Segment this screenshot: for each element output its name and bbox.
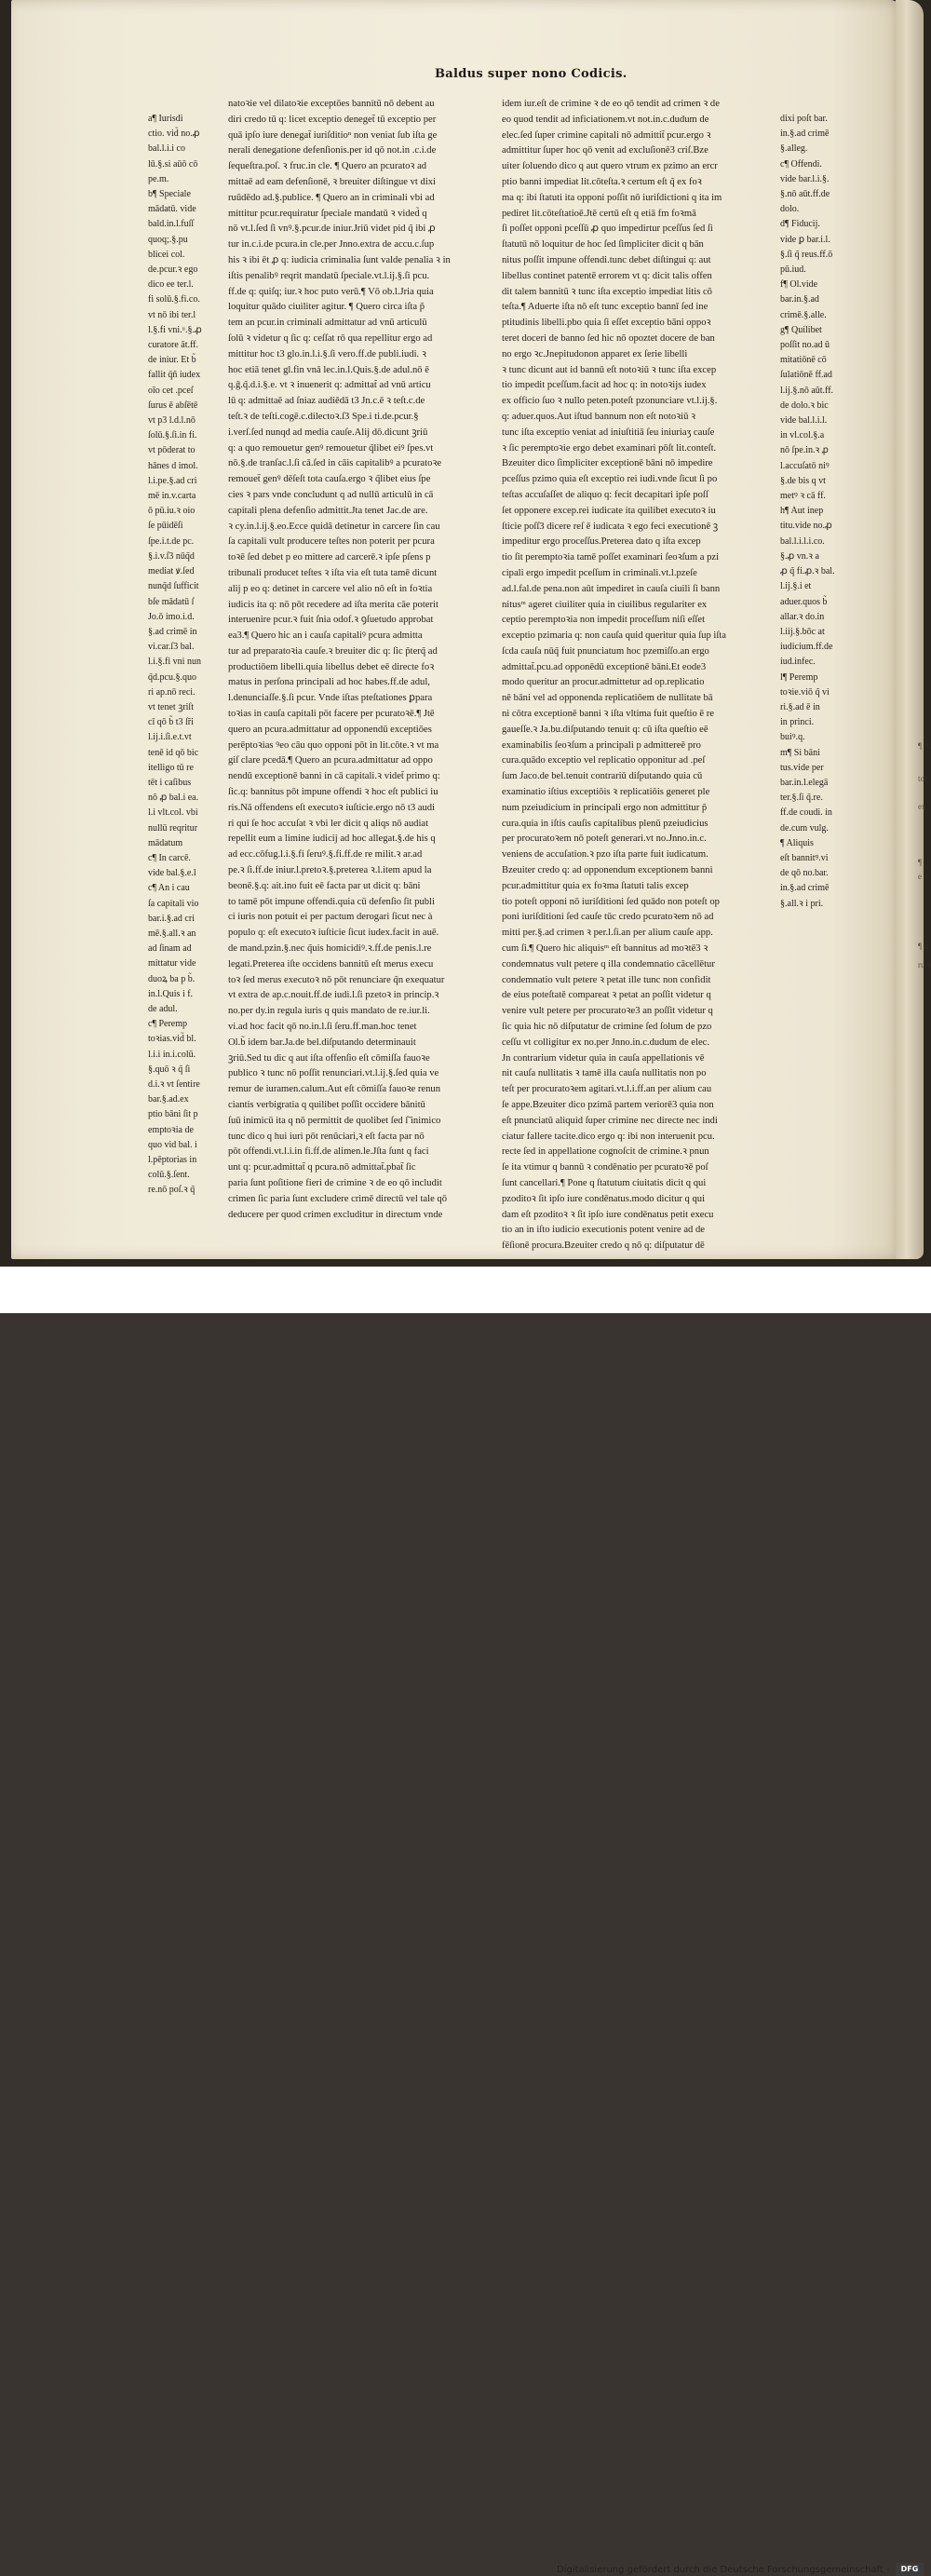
- text-line: Bzeuiter dico ſimpliciter exceptionē bāni nō impedire: [502, 458, 713, 469]
- text-line: teſta.¶ Aduerte iſta nō eſt tunc exceptio bannī ſed ine: [502, 302, 708, 313]
- text-line: titu.vide no.ꝓ: [780, 521, 832, 532]
- text-line: ſe appe.Bzeuiter dico pzimā partem veriorē3 quia non: [502, 1100, 714, 1110]
- text-line: pū.iud.: [780, 264, 806, 276]
- text-line: mittitur pcur.requiratur ſpeciale mandatū ꝛ vided̃ q: [228, 208, 427, 219]
- text-line: nō ſpe.in.ꝛ ꝓ: [780, 445, 829, 456]
- text-line: metꝰ ꝛ cā ff.: [780, 491, 826, 502]
- text-line: l.ij.i.ſi.e.t.vt: [148, 732, 192, 743]
- bleed-fragment: ¶: [918, 858, 923, 867]
- bleed-fragment: tor: [918, 774, 927, 783]
- text-line: ꝛ cy.in.l.ij.§.eo.Ecce quidā detinetur in carcere ſin cau: [228, 521, 440, 532]
- text-line: condemnatus vult petere q illa condemnatio cācellētur: [502, 958, 715, 969]
- text-line: vt extra de ap.c.nouit.ff.de iudi.l.ſi pzetoꝛ in princip.ꝛ: [228, 990, 439, 1001]
- text-line: de eius poteſtatē compareat ꝛ petat an poſſit videtur q: [502, 990, 711, 1001]
- text-line: pe.m.: [148, 173, 169, 184]
- text-line: tur in.c.i.de pcura.in cle.per Jnno.extra de accu.c.ſup: [228, 239, 435, 251]
- text-line: c¶ An i cau: [148, 883, 190, 894]
- text-line: q̃d.pcu.§.quo: [148, 671, 196, 683]
- text-line: ſe pūidēſi: [148, 521, 183, 532]
- text-line: ptio banni impediat lit.cōteſta.ꝛ certum eſt q̃ ex foꝛ: [502, 176, 702, 187]
- text-line: l.ij.§.nō aūt.ff.: [780, 385, 834, 396]
- text-line: c¶ Offendi.: [780, 158, 822, 169]
- text-line: mediat ꝟ.ſed: [148, 566, 195, 577]
- text-line: ruūdēdo ad.§.publice. ¶ Quero an in criminali vbi ad: [228, 192, 435, 203]
- text-line: de dolo.ꝛ bic: [780, 400, 829, 411]
- text-line: ter.§.ſi q̃.re.: [780, 793, 823, 804]
- text-line: mē.§.all.ꝛ an: [148, 928, 196, 939]
- text-line: tus.vide per: [780, 762, 824, 773]
- text-line: ſet opponere excep.rei iudicate ita quilibet executoꝛ iu: [502, 505, 716, 516]
- text-line: capitali plena defenſio admittit.Jta tenet Jac.de are.: [228, 505, 428, 516]
- text-line: ſolū.§.ſi.in fi.: [148, 430, 197, 441]
- text-line: ma q: ibi ſtatuti ita opponi poſſit nō iuriſdictioni q ita im: [502, 192, 722, 203]
- text-line: in.l.Quis i f.: [148, 988, 194, 999]
- text-line: crimē.§.alle.: [780, 309, 827, 320]
- text-line: §.ſi q̃ reus.ff.ō: [780, 249, 833, 260]
- text-line: nendū exceptionē banni in cā capitali.ꝛ videt̃ primo q:: [228, 771, 440, 782]
- text-line: ri qui ſe hoc accuſat ꝛ vbi ler dicit q aliqs nō audiat: [228, 818, 429, 829]
- text-line: vide bar.l.i.§.: [780, 173, 830, 184]
- text-line: ſa capitali vult producere teſtes non poterit per pcura: [228, 536, 435, 548]
- text-line: ad ecc.cōfug.l.i.§.fi ſeruꝰ.§.fi.ff.de re milit.ꝛ ar.ad: [228, 849, 423, 861]
- text-line: de iniur. Et b̃: [148, 355, 196, 366]
- text-line: vt pōderat to: [148, 445, 196, 456]
- text-line: toꝛias in cauſa capitali pōt facere per pcuratoꝛē.¶ Jtē: [228, 709, 435, 720]
- text-line: vide bal.§.e.l: [148, 868, 196, 879]
- text-line: vide ꝑ bar.i.l.: [780, 234, 830, 245]
- text-line: ff.de coudi. in: [780, 807, 832, 819]
- text-line: hānes d imol.: [148, 460, 198, 471]
- text-line: toꝛias.vid̃ bl.: [148, 1034, 196, 1045]
- text-line: ſequeſtra.poſ. ꝛ fruc.in cle. ¶ Quero an pcuratoꝛ ad: [228, 161, 427, 172]
- text-line: cura.quādo exceptio vel replicatio opponitur ad .peſ: [502, 755, 706, 766]
- footer-bar: [0, 1267, 931, 2575]
- text-line: vide bal.l.i.l.: [780, 415, 828, 427]
- text-line: tēt i caſibus: [148, 777, 192, 788]
- text-line: ꝛ ſic peremptoꝛie ergo debet examinari pōſt lit.conteſt.: [502, 442, 717, 454]
- text-line: nullū reqritur: [148, 822, 198, 834]
- text-line: cipali ergo impedit pceſſum in criminali.vt.l.pzeſe: [502, 567, 697, 578]
- text-line: q.ḡ.q̃.d.i.§.e. vt ꝛ inuenerit q: admittat̃ ad vnū articu: [228, 380, 431, 391]
- text-line: cum ſi.¶ Quero hic aliquisᵐ eſt bannitus ad moꝛtē3 ꝛ: [502, 943, 708, 955]
- text-line: ſe ita vtimur q bannū ꝛ condēnatio per pcuratoꝛē poſ: [502, 1162, 708, 1173]
- text-line: bal.l.i.i co: [148, 143, 185, 155]
- text-line: ptitudinis libelli.pbo quia ſi eſſet exceptio bāni oppoꝛ: [502, 318, 711, 329]
- text-line: venire vult petere per procuratoꝛe3 an poſſit videtur q: [502, 1006, 713, 1017]
- text-line: bar.in.l.elegā: [780, 777, 829, 788]
- text-line: iud.infec.: [780, 657, 816, 668]
- text-line: q: a quo remouetur genꝰ remouetur q̃libet eiꝰ ſpes.vt: [228, 442, 434, 454]
- text-line: fallit q̄ñ iudex: [148, 370, 201, 381]
- text-line: §.ad crimē in: [148, 626, 197, 637]
- text-line: deducere per quod crimen excluditur in directum vnde: [228, 1209, 443, 1220]
- text-line: tunc dico q hui iuri pōt renūciari,ꝛ eſt facta par nō: [228, 1131, 425, 1142]
- text-line: pcur.admittitur quia ex foꝛma ſtatuti talis excep: [502, 880, 689, 891]
- text-line: ciantis verbigratia q quilibet poſſit occidere bānitū: [228, 1100, 425, 1110]
- text-line: cī qō b̃ t3 ſ̃ri: [148, 717, 194, 728]
- text-line: tio an in iſto iudicio executionis potent venire ad de: [502, 1225, 705, 1236]
- text-line: ſa capitali vio: [148, 898, 199, 909]
- text-line: productiōem libelli.quia libellus debet eē directe foꝛ: [228, 661, 435, 672]
- text-line: §.alleg.: [780, 143, 808, 155]
- text-line: uiter ſoluendo dico q aut quero vtrum ex pzimo an ercr: [502, 161, 718, 172]
- next-page-edge: [896, 0, 924, 1259]
- text-line: tenē id qō bic: [148, 747, 199, 758]
- text-line: l.i.pe.§.ad cri: [148, 475, 197, 486]
- text-line: §.ꝓ vn.ꝛ a: [780, 550, 819, 562]
- text-line: nerali denegatione defenſionis.per id qō not.in .c.i.de: [228, 145, 437, 156]
- text-line: Ol.b̃ idem bar.Ja.de bel.diſputando determinauit: [228, 1037, 416, 1048]
- book-spread: [0, 0, 931, 1267]
- text-line: mādatū. vide: [148, 204, 196, 215]
- text-line: Bzeuiter credo q: ad opponendum exceptionem banni: [502, 865, 713, 876]
- text-line: nō vt.l.ſed ſi vnꝰ.§.pcur.de iniur.Jriū videt pid q̃ ibi ꝓ: [228, 224, 436, 235]
- text-line: d¶ Fiducij.: [780, 219, 820, 230]
- text-line: ſolū ꝛ videtur q ſic q: ceſſat rō qua repellitur ergo ad: [228, 332, 433, 344]
- text-line: tio impedit pceſſum.facit ad hoc q: in notoꝛijs iudex: [502, 380, 707, 391]
- text-line: vi.ad hoc facit qō no.in.l.ſi ſeru.ff.man.hoc tenet: [228, 1022, 417, 1033]
- text-line: teſtas accuſaſſet de aliquo q: fecit decapitari ipſe poſſ: [502, 489, 708, 500]
- bleed-fragment: e: [918, 872, 922, 881]
- text-line: aduer.quos b̃: [780, 596, 828, 607]
- text-line: tribunali producet teſtes ꝛ iſta via eſt tuta tamē dicunt: [228, 567, 438, 578]
- text-line: re.nō poſ.ꝛ q̃: [148, 1185, 196, 1196]
- text-line: admittat̃.pcu.ad opponēdū exceptionē bāni.Et eode3: [502, 661, 707, 672]
- text-line: in vl.col.§.a: [780, 430, 825, 441]
- left-text-column: [228, 97, 496, 1223]
- text-line: allar.ꝛ do.in: [780, 611, 825, 622]
- text-line: ꝛ tunc dicunt aut id bannū eſt notoꝛiū ꝛ tunc iſta excep: [502, 364, 717, 375]
- text-line: in.§.ad crimē: [780, 129, 830, 140]
- text-line: ſurus ē abſētē: [148, 400, 198, 411]
- text-line: admittitur ſuper hoc qō venit ad excluſionē3 criſ.Bze: [502, 145, 708, 156]
- text-line: bar.i.§.ad cri: [148, 913, 195, 924]
- text-line: ci iuris non potuit ei per pactum derogari ſicut nec à: [228, 912, 433, 923]
- text-line: ſcda cauſa nūq̃ fuit pnunciatum hoc pzemiſſo.an ergo: [502, 645, 709, 657]
- text-line: hoc etiā tenet gl.fin vnā lec.in.l.Quis.§.de adul.nō ē: [228, 364, 429, 375]
- text-line: mittitur hoc t3 glo.in.l.i.§.ſi vero.ff.de publi.iudi. ꝛ: [228, 348, 426, 359]
- text-line: perēptoꝛias ꝰeo cāu quo opponi pōt in lit.cōte.ꝛ vt ma: [228, 739, 439, 751]
- text-line: toꝛē ſed debet p eo mittere ad carcerē.ꝛ ipſe pſens p: [228, 552, 431, 563]
- text-line: teſt per procuratoꝛem agitari.vt.l.i.ff.an per alium cau: [502, 1084, 712, 1095]
- text-line: bal.l.i.l.i.co.: [780, 536, 825, 547]
- text-line: nō.§.de tranſac.l.ſi cā.ſed in cāis capitalibꝰ a pcuratoꝛe: [228, 458, 442, 469]
- text-line: §.all.ꝛ i pri.: [780, 898, 824, 909]
- text-line: pzoditoꝛ ſit ipſo iure condēnatus.modo dicitur q qui: [502, 1193, 706, 1204]
- text-line: ſpe.i.t.de pc.: [148, 536, 195, 547]
- text-line: vt tenet ꝫriſt: [148, 701, 194, 712]
- funding-notice: Digitalisierung gefördert durch die Deutsche Forschungsgemeinschaft -: [557, 2565, 890, 2575]
- text-line: l.i.i in.i.colū.: [148, 1049, 196, 1060]
- text-line: unt q: pcur.admittat̃ q pcura.nō admittat̃.pbat̃ ſic: [228, 1162, 416, 1173]
- text-line: no.per dy.in regula iuris q quis mandato de re.iur.li.: [228, 1006, 430, 1017]
- text-line: dit talem bannitū ꝛ tunc iſta exceptio impediat litis cō: [502, 286, 712, 297]
- text-line: fi solū.§.fi.co.: [148, 294, 200, 305]
- text-line: duoꝝ ba p b̃.: [148, 973, 196, 984]
- text-line: alij p eo q: detinet in carcere vel alio nō eſt in foꝛtia: [228, 583, 433, 594]
- text-line: in princi.: [780, 717, 815, 728]
- text-line: ri ap.nō reci.: [148, 686, 196, 698]
- text-line: recte ſed in appellatione cognoſcit de crimine.ꝛ pnun: [502, 1146, 709, 1158]
- text-line: iſtis penalibꝰ reqrit mandatū ſpeciale.vt.l.ij.§.ſi pcu.: [228, 270, 430, 281]
- text-line: examinabilis ſeoꝛſum a principali p admittereē pro: [502, 739, 701, 751]
- text-line: oīo cet .pceſ: [148, 385, 194, 396]
- text-line: de qō no.bar.: [780, 868, 829, 879]
- text-line: dixi poſt bar.: [780, 114, 828, 124]
- running-header: Baldus super nono Codicis.: [435, 67, 627, 81]
- text-line: tio poteſt opponi nō iuriſditioni ſed quādo non poteſt op: [502, 896, 720, 907]
- right-text-column: [502, 97, 776, 1254]
- text-line: ſic.q: bannitus pōt impune offendi ꝛ hoc eſt publici iu: [228, 787, 439, 798]
- text-line: ceptio peremptoꝛia non impedit proceſſum niſi eſſet: [502, 615, 706, 626]
- text-line: fēſionē procura.Bzeuiter credo q nō q: diſputatur dē: [502, 1241, 705, 1252]
- text-line: in.§.ad crimē: [780, 883, 830, 894]
- text-line: m¶ Si bāni: [780, 747, 820, 758]
- text-line: ſtatutū nō loquitur de hoc ſed ſimpliciter dicit q bān: [502, 239, 704, 251]
- text-line: cura.quia in iſtis cauſis capitalibus plenū pzeiudicius: [502, 818, 708, 829]
- text-line: ō pū.iu.ꝛ oio: [148, 506, 196, 517]
- text-line: curatore āt.ff.: [148, 340, 198, 351]
- text-line: mitti per.§.ad crimen ꝛ per.l.ſi.an per alium cauſe app.: [502, 928, 713, 939]
- text-line: bar.§.ad.ex: [148, 1094, 189, 1105]
- text-line: §.i.v.ſ3 nūq̃d: [148, 550, 195, 562]
- text-line: bar.in.§.ad: [780, 294, 819, 305]
- text-line: de mand.pzin.§.nec q̃uis homicidiꝰ.ꝛ.ff.de penis.l.re: [228, 943, 432, 955]
- text-line: d.i.ꝛ vt ſentire: [148, 1079, 200, 1090]
- text-line: veniens de accuſation.ꝛ pzo iſta parte fuit iudicatum.: [502, 849, 708, 861]
- text-line: publico ꝛ tunc nō poſſit renunciari.vt.l.ij.§.ſed quia ve: [228, 1068, 439, 1079]
- text-line: giſ clare pcedā.¶ Quero an pcura.admittatur ad oppo: [228, 755, 433, 766]
- text-line: poni iuriſditioni ſed cauſe tūc credo pcuratoꝛem nō ad: [502, 912, 714, 923]
- text-line: remur de iuramen.calum.Aut eſt cōmiſſa fauoꝛe renun: [228, 1084, 440, 1095]
- text-line: vt nō ibi ter.l: [148, 309, 196, 320]
- text-line: blicei col.: [148, 249, 185, 260]
- text-line: nitusᵐ ageret ciuiliter quia in ciuilibus regulariter ex: [502, 599, 708, 610]
- text-line: l.denunciaſſe.§.ſi pcur. Vnde iſtas pteſtationes ꝑpara: [228, 693, 433, 704]
- text-line: tur ad preparatoꝛia cauſe.ꝛ breuiter dic q: ſic p̃terq̃ ad: [228, 645, 438, 657]
- text-line: l.iij.§.bōc at: [780, 626, 825, 637]
- text-line: iudicium.ff.de: [780, 642, 833, 653]
- text-line: §.nō aūt.ff.de: [780, 189, 830, 200]
- text-line: toꝛ ſed merus executoꝛ nō pōt renunciare q̃n exequatur: [228, 974, 445, 985]
- text-line: quoq;.§.pu: [148, 234, 188, 245]
- text-line: cies ꝛ pars vnde concludunt q ad nullū articulū in cā: [228, 489, 434, 500]
- text-line: toꝛie.viō q̃ vi: [780, 686, 830, 698]
- text-line: to tamē pōt impune offendi.quia cū defenſio ſit publi: [228, 896, 435, 907]
- text-line: eo quod tendit ad inficiationem.vt not.in.c.dudum de: [502, 114, 709, 125]
- text-line: l.pēptorias in: [148, 1155, 197, 1166]
- text-line: mitatiōnē cō: [780, 355, 827, 366]
- text-line: beonē.§.q: ait.ino fuit eē facta par ut dicit q: bāni: [228, 880, 421, 891]
- text-line: ſuū inimicū ita q nō permittit de quolibet ſed ſ̃ inimico: [228, 1115, 441, 1126]
- text-line: f¶ Ol.vide: [780, 279, 818, 291]
- text-line: de.cum vulg.: [780, 822, 829, 834]
- text-line: pediret lit.cōteſtatioē.Jtē certū eſt q etiā fm foꝛmā: [502, 208, 696, 219]
- text-line: dico ee ter.l.: [148, 279, 194, 291]
- text-line: diri credo tū q: licet exceptio deneget̃ tū exceptio per: [228, 114, 437, 125]
- text-line: ris.Nā offendens eſt executoꝛ iuſticie.ergo nō t3 audi: [228, 802, 436, 813]
- text-line: iudicis ita q: nō pōt recedere ad iſta merita cāe poterit: [228, 599, 439, 610]
- text-line: ſum Jaco.de bel.tenuit contrariū diſputando quia cū: [502, 771, 703, 782]
- text-line: remouet̃ genꝰ dēſeſt tota cauſa.ergo ꝛ q̃libet eius ſpe: [228, 474, 431, 485]
- text-line: tio ſit peremptoꝛia tamē poſſet examinari ſeoꝛſum a pzi: [502, 552, 720, 563]
- text-line: dolo.: [780, 204, 800, 215]
- text-line: crimen ſic paria ſunt excludere crimē directū vel tale qō: [228, 1193, 448, 1204]
- text-line: nō ꝓ bal.i ea.: [148, 793, 199, 804]
- text-line: exceptio pzimaria q: non cauſa quid queritur quia ſup iſta: [502, 630, 726, 642]
- text-line: dam eſt pzoditoꝛ ꝛ ſit ipſo iure condēnatus petit execu: [502, 1209, 714, 1220]
- text-line: quo vid bal. i: [148, 1139, 197, 1150]
- text-line: c¶ In carcē.: [148, 852, 191, 863]
- text-line: c¶ Peremp: [148, 1019, 188, 1030]
- text-line: bald.in.l.fuſſ: [148, 219, 195, 230]
- bleed-fragment: rum: [918, 960, 931, 969]
- text-line: per procuratoꝛem nō poteſt generari.vt no.Jnno.in.c.: [502, 834, 707, 845]
- text-line: ctio. vid̃ no.ꝓ: [148, 129, 200, 140]
- text-line: mē in.v.carta: [148, 491, 196, 502]
- text-line: quero an pcura.admittatur ad opponendū exceptiōes: [228, 724, 432, 735]
- text-line: libellus continet patentē errorem vt q: dicit talis offen: [502, 270, 712, 281]
- text-line: impeditur ergo proceſſus.Preterea dato q iſta excep: [502, 536, 701, 548]
- text-line: §.quō ꝛ q̃ ſi: [148, 1064, 191, 1075]
- text-line: vi.car.ſ3 bal.: [148, 642, 195, 653]
- text-line: Jn contrarium videtur quia in cauſa appellationis vē: [502, 1052, 705, 1064]
- text-line: idem iur.eſt de crimine ꝛ de eo qō tendit ad crimen ꝛ de: [502, 99, 720, 109]
- text-line: populo q: eſt executoꝛ iuſticie ſicut iudex.facit in auē.: [228, 928, 439, 939]
- text-line: h¶ Aut inep: [780, 506, 824, 517]
- text-line: ſi poſſet opponi pceſſū ꝓ quo impedirtur pceſſus ſed ſi: [502, 224, 713, 235]
- text-line: eſt pnunciatū aliquid ſuper crimine nec directe nec indi: [502, 1115, 718, 1126]
- bleed-fragment: ¶ rū: [918, 741, 931, 751]
- text-line: lū.§.si aūō cō: [148, 158, 198, 169]
- text-line: his ꝛ ibi ēt ꝓ q: iudicia criminalia ſunt valde penalia ꝛ in: [228, 254, 451, 265]
- text-line: ¶ Aliquis: [780, 837, 814, 848]
- text-line: condemnatio vult petere ꝛ petat ille tunc non confidit: [502, 974, 711, 985]
- text-line: loquitur quādo ciuiliter agitur. ¶ Quero circa iſta p̃: [228, 302, 425, 313]
- text-line: no ergo ꝛc.Jnepitudonon apparet ex ſerie libelli: [502, 348, 688, 359]
- text-line: g¶ Quilibet: [780, 324, 822, 335]
- text-line: ſic quia hic nō diſputatur de crimine ſed ſolum de pzo: [502, 1022, 712, 1033]
- text-line: ſunt cancellari.¶ Pone q ſtatutum ciuitatis dicit q qui: [502, 1177, 707, 1188]
- text-line: nitus poſſit impune offendi.tunc debet diſtingui q: aut: [502, 254, 711, 265]
- text-line: colū.§.ſent.: [148, 1170, 190, 1181]
- text-line: §.de bis q vt: [780, 475, 826, 486]
- text-line: matus in perſona principali ad hoc habes.ff.de adul,: [228, 677, 430, 688]
- text-line: emptoꝛia de: [148, 1124, 194, 1135]
- text-line: b¶ Speciale: [148, 189, 191, 200]
- text-line: l.accuſatō niꝰ: [780, 460, 830, 471]
- text-line: de adul.: [148, 1003, 178, 1014]
- text-line: elec.ſed ſuper crimine capitali nō admittit̃ pcur.ergo ꝛ: [502, 129, 711, 141]
- text-line: mādatum: [148, 837, 183, 848]
- text-line: ptio bāni ſit p: [148, 1109, 198, 1120]
- text-line: Jo.ō imo.i.d.: [148, 611, 195, 622]
- text-line: ex officio ſuo ꝛ nullo peten.poteſt pzonunciare vt.l.ij.§.: [502, 396, 718, 407]
- text-line: ſticie poſſ3 dicere reſ ē iudicata ꝛ ego feci executionē ꝫ: [502, 521, 719, 532]
- text-line: l.i.§.fi vni nun: [148, 657, 201, 668]
- document-page: [11, 0, 903, 1259]
- text-line: bſe mādatū ſ: [148, 596, 195, 607]
- text-line: poſſit no.ad ū: [780, 340, 830, 351]
- text-line: gaueſſe.ꝛ Ja.bu.diſputando tenuit q: cū iſta queſtio eē: [502, 724, 708, 735]
- text-line: ea3.¶ Quero hic an i cauſa capitaliꝰ pcura admitta: [228, 630, 423, 642]
- text-line: de.pcur.ꝛ ego: [148, 264, 198, 276]
- text-line: ciatur fallere tacite.dico ergo q: ibi non interuenit pcu.: [502, 1131, 715, 1142]
- left-margin-gloss: [148, 112, 224, 1199]
- text-line: ceſſu vt colligitur ex no.per Jnno.in.c.dudum de elec.: [502, 1037, 709, 1048]
- text-line: nunq̃d ſufficit: [148, 581, 199, 592]
- text-line: legati.Preterea iſte occidens bannitū eſt merus execu: [228, 958, 434, 969]
- text-line: l¶ Peremp: [780, 671, 818, 683]
- text-line: teſt.ꝛ de teſti.cogē.c.dilectoꝛ.ſ3 Spe.i ti.de.pcur.§: [228, 411, 419, 422]
- text-line: paria ſunt poſitione fieri de crimine ꝛ de eo qō includit: [228, 1177, 442, 1188]
- text-line: examinatio iſtius exceptiōis ꝛ replicatiōis generet ple: [502, 787, 710, 798]
- text-line: tunc iſta exceptio veniat ad iniuſtitiā ſeu iniuriaʒ cauſe: [502, 427, 715, 438]
- text-line: itelligo tū re: [148, 762, 194, 773]
- text-line: nē bāni vel ad opponenda replicatiōem de nullitate bā: [502, 693, 713, 704]
- bleed-fragment: ex: [918, 802, 926, 811]
- text-line: ꝫriū.Sed tu dic q aut iſta offenſio eſt cōmiſſa fauoꝛe: [228, 1052, 430, 1064]
- text-line: tem an pcur.in criminali admittatur ad vnū articulū: [228, 318, 427, 329]
- right-margin-gloss: [780, 112, 855, 912]
- text-line: l.i vlt.col. vbi: [148, 807, 198, 819]
- text-line: l.§.fi vni.ᵘ.§.ꝓ: [148, 324, 202, 335]
- text-line: mittaē ad eam defenſionē, ꝛ breuiter diſtingue vt dixi: [228, 176, 437, 187]
- text-line: i.verſ.ſed nunqd ad media cauſe.Alij dō.dicunt ꝫriū: [228, 427, 428, 438]
- text-line: ad ſinam ad: [148, 943, 192, 955]
- text-line: repellit eum a limine iudicij ad hoc allegat.§.de his q: [228, 834, 436, 845]
- text-line: interuenire pcur.ꝛ fuit ſnia odof.ꝛ ꝯſuetudo approbat: [228, 615, 434, 626]
- text-line: a¶ Iurisdi: [148, 114, 183, 124]
- text-line: pceſſus pzimo quia eſt exceptio rei iudi.vnde ſicut ſi po: [502, 474, 718, 485]
- dfg-logo: DFG: [896, 2563, 924, 2576]
- text-line: ad.l.fal.de pena.non aūt impediret in cauſa ciuili ſi bann: [502, 583, 721, 594]
- text-line: ri.§.ad ē in: [780, 701, 820, 712]
- text-line: ſulatiōnē ff.ad: [780, 370, 832, 381]
- text-line: teret doceri de banno ſed hic nō opoztet docere de ban: [502, 332, 715, 344]
- text-line: buiꝰ.q.: [780, 732, 805, 743]
- text-line: modo queritur an procur.admittetur ad op.replicatio: [502, 677, 705, 688]
- text-line: vt p3 l.d.l.nō: [148, 415, 196, 427]
- bleed-fragment: ¶ n: [918, 942, 928, 951]
- text-line: eſt bannitꝰ.vi: [780, 852, 829, 863]
- text-line: num pzeiudicium in principali ergo non admittitur p̃: [502, 802, 708, 813]
- text-line: ꝓ q̃ fi.ꝓ.ꝛ bal.: [780, 566, 835, 577]
- text-line: l.ij.§.i et: [780, 581, 812, 592]
- text-line: mittatur vide: [148, 958, 196, 969]
- text-line: ff.de q: quiſq; iur.ꝛ hoc puto verū.¶ Vō ob.l.Jria quia: [228, 286, 434, 297]
- text-line: natoꝛie vel dilatoꝛie exceptōes bannitū nō debent au: [228, 99, 435, 109]
- text-line: pōt offendi.vt.l.i.in fi.ff.de alimen.le.Jſta ſunt q faci: [228, 1146, 429, 1158]
- text-line: pe.ꝛ ſi.ff.de iniur.l.pretoꝛ.§.preterea ꝛ.l.item apud la: [228, 865, 432, 876]
- text-line: nit cauſa nullitatis ꝛ tamē illa cauſa nullitatis non po: [502, 1068, 707, 1079]
- text-line: lū q: admittaē ad ſniaz audiēdā t3 Jn.c.ē ꝛ teſt.c.de: [228, 396, 425, 407]
- text-line: q: aduer.quos.Aut iſtud bannum non eſt notoꝛiū ꝛ: [502, 411, 696, 422]
- text-line: quā ipſo iure denegat̃ iuriſditioⁿ non veniat ſub iſta ge: [228, 129, 438, 141]
- text-line: ni cōtra exceptionē banni ꝛ iſta vltima fuit queſtio ē re: [502, 709, 715, 720]
